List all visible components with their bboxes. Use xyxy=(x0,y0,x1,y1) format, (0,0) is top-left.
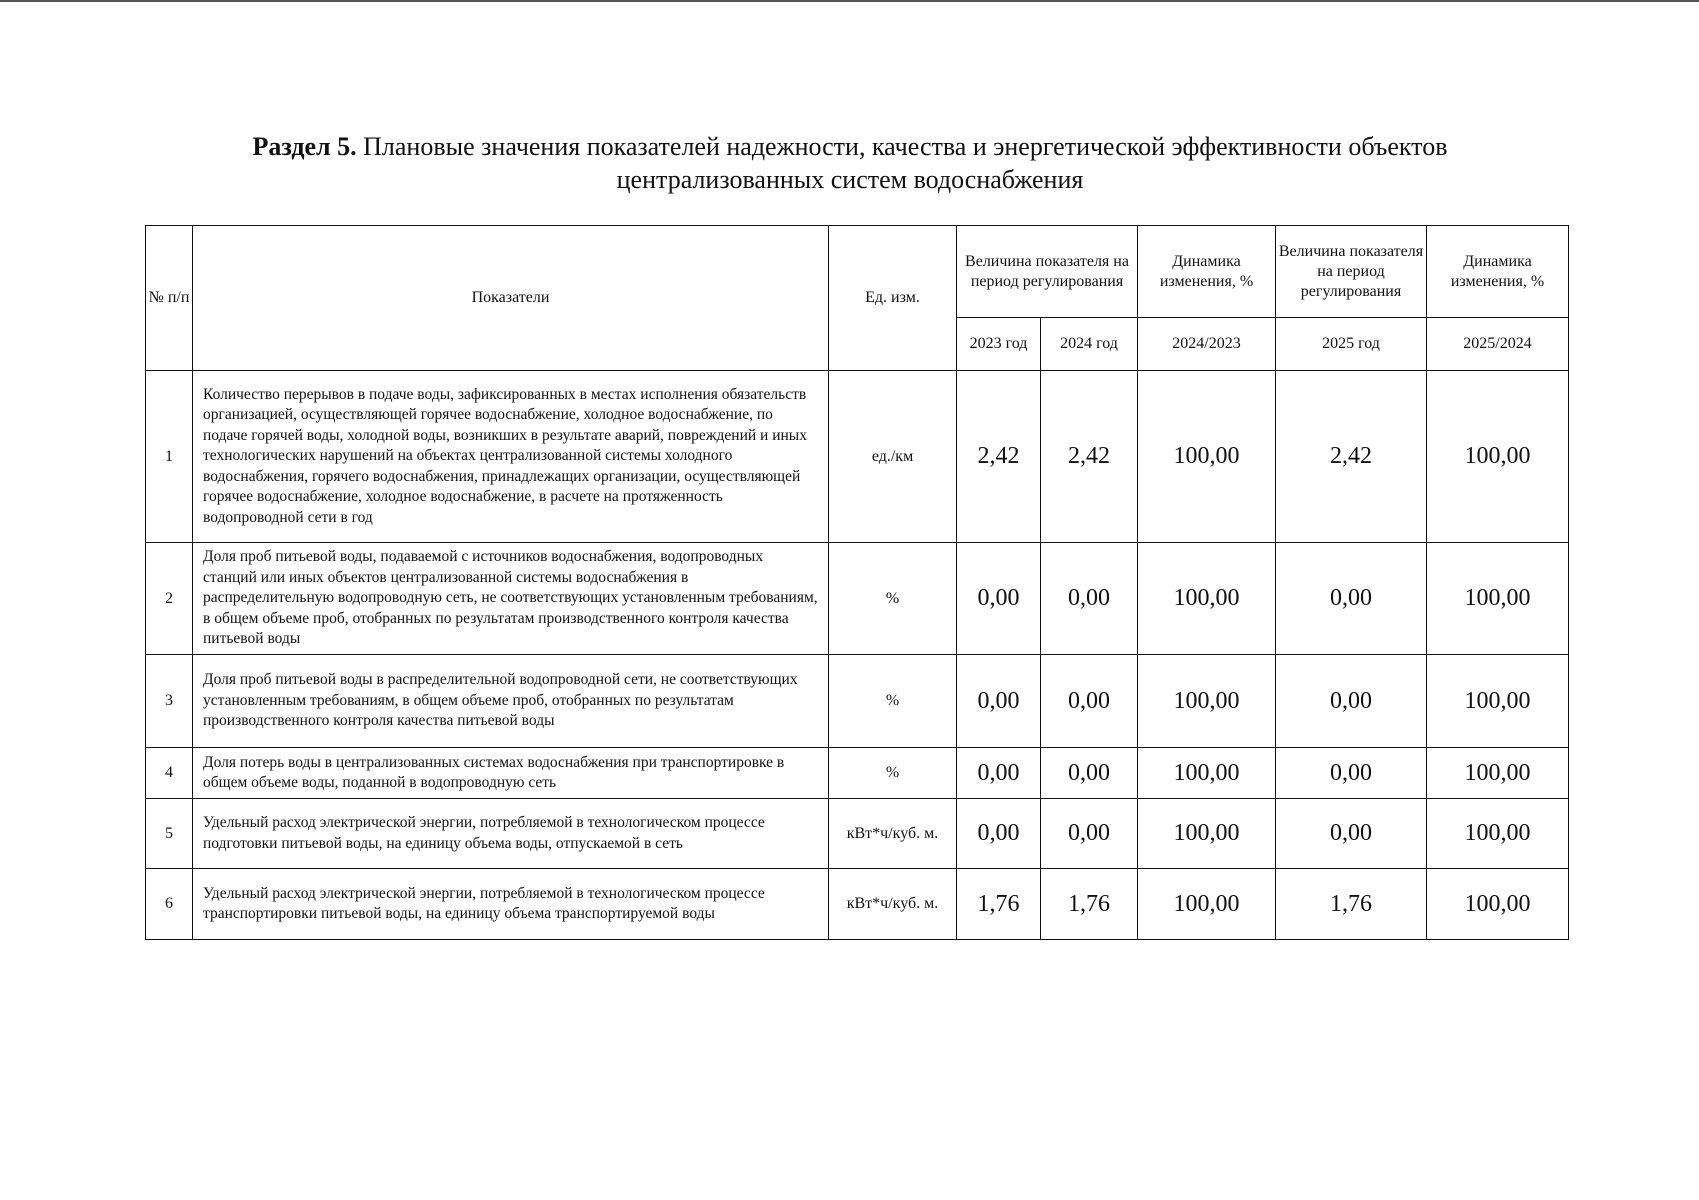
dynamics-2025-2024: 100,00 xyxy=(1427,869,1569,940)
header-row-1 xyxy=(146,226,1569,318)
title-line-1: Плановые значения показателей надежности, качества и энергетической эффективности объектов xyxy=(363,132,1448,161)
row-number: 1 xyxy=(146,371,193,543)
value-2024: 2,42 xyxy=(1041,371,1138,543)
dynamics-2024-2023: 100,00 xyxy=(1138,748,1276,799)
value-2024: 1,76 xyxy=(1041,869,1138,940)
value-2023: 2,42 xyxy=(957,371,1041,543)
header-indicator: Показатели xyxy=(193,226,829,371)
table-row xyxy=(146,371,1569,543)
value-2025: 0,00 xyxy=(1276,799,1427,869)
value-2023: 1,76 xyxy=(957,869,1041,940)
dynamics-2025-2024: 100,00 xyxy=(1427,371,1569,543)
header-dynamics-2: Динамика изменения, % xyxy=(1427,226,1569,318)
indicator-text: Удельный расход электрической энергии, потребляемой в технологическом процессе подготовки питьевой воды, на единицу объема воды, отпускаемой в сеть xyxy=(193,799,829,869)
indicator-text: Доля проб питьевой воды в распределительной водопроводной сети, не соответствующих установленным требованиям, в общем объеме проб, отобранных по результатам производственного контроля качества питьевой воды xyxy=(193,655,829,748)
value-2023: 0,00 xyxy=(957,655,1041,748)
value-2023: 0,00 xyxy=(957,748,1041,799)
indicator-text: Доля проб питьевой воды, подаваемой с источников водоснабжения, водопроводных станций или иных объектов централизованной системы водоснабжения в распределительную водопроводную сеть, не соответствующих установленным требованиям, в общем объеме проб, отобранных по результатам производственного контроля качества питьевой воды xyxy=(193,543,829,655)
value-2024: 0,00 xyxy=(1041,799,1138,869)
header-dynamics-1: Динамика изменения, % xyxy=(1138,226,1276,318)
unit-cell: % xyxy=(829,543,957,655)
header-year-2024: 2024 год xyxy=(1041,318,1138,371)
dynamics-2024-2023: 100,00 xyxy=(1138,371,1276,543)
indicators-table xyxy=(145,225,1569,940)
unit-cell: % xyxy=(829,748,957,799)
header-year-2025: 2025 год xyxy=(1276,318,1427,371)
table-row xyxy=(146,655,1569,748)
value-2025: 1,76 xyxy=(1276,869,1427,940)
top-scan-edge xyxy=(0,0,1699,2)
value-2023: 0,00 xyxy=(957,799,1041,869)
row-number: 3 xyxy=(146,655,193,748)
indicator-text: Доля потерь воды в централизованных системах водоснабжения при транспортировке в общем объеме воды, поданной в водопроводную сеть xyxy=(193,748,829,799)
table-row xyxy=(146,543,1569,655)
dynamics-2024-2023: 100,00 xyxy=(1138,655,1276,748)
unit-cell: ед./км xyxy=(829,371,957,543)
value-2024: 0,00 xyxy=(1041,655,1138,748)
dynamics-2024-2023: 100,00 xyxy=(1138,799,1276,869)
unit-cell: кВт*ч/куб. м. xyxy=(829,869,957,940)
header-year-2023: 2023 год xyxy=(957,318,1041,371)
row-number: 4 xyxy=(146,748,193,799)
value-2024: 0,00 xyxy=(1041,543,1138,655)
title-line-2: централизованных систем водоснабжения xyxy=(616,165,1084,194)
header-value-period-2: Величина показателя на период регулирования xyxy=(1276,226,1427,318)
table-row xyxy=(146,748,1569,799)
value-2025: 0,00 xyxy=(1276,543,1427,655)
header-ratio-1: 2024/2023 xyxy=(1138,318,1276,371)
page-title xyxy=(150,130,1550,196)
dynamics-2025-2024: 100,00 xyxy=(1427,799,1569,869)
row-number: 6 xyxy=(146,869,193,940)
unit-cell: % xyxy=(829,655,957,748)
unit-cell: кВт*ч/куб. м. xyxy=(829,799,957,869)
value-2025: 0,00 xyxy=(1276,655,1427,748)
header-unit: Ед. изм. xyxy=(829,226,957,371)
value-2025: 2,42 xyxy=(1276,371,1427,543)
section-label: Раздел 5. xyxy=(252,132,357,161)
dynamics-2024-2023: 100,00 xyxy=(1138,543,1276,655)
dynamics-2025-2024: 100,00 xyxy=(1427,748,1569,799)
value-2023: 0,00 xyxy=(957,543,1041,655)
table-row xyxy=(146,799,1569,869)
dynamics-2025-2024: 100,00 xyxy=(1427,543,1569,655)
header-value-period-1: Величина показателя на период регулирования xyxy=(957,226,1138,318)
table-row xyxy=(146,869,1569,940)
dynamics-2025-2024: 100,00 xyxy=(1427,655,1569,748)
value-2025: 0,00 xyxy=(1276,748,1427,799)
indicator-text: Удельный расход электрической энергии, потребляемой в технологическом процессе транспортировки питьевой воды, на единицу объема транспортируемой воды xyxy=(193,869,829,940)
indicator-text: Количество перерывов в подаче воды, зафиксированных в местах исполнения обязательств организацией, осуществляющей горячее водоснабжение, холодное водоснабжение, по подаче горячей воды, холодной воды, возникших в результате аварий, повреждений и иных технологических нарушений на объектах централизованной системы холодного водоснабжения, горячего водоснабжения, принадлежащих организации, осуществляющей горячее водоснабжение, холодное водоснабжение, в расчете на протяженность водопроводной сети в год xyxy=(193,371,829,543)
row-number: 2 xyxy=(146,543,193,655)
dynamics-2024-2023: 100,00 xyxy=(1138,869,1276,940)
header-num: № п/п xyxy=(146,226,193,371)
value-2024: 0,00 xyxy=(1041,748,1138,799)
row-number: 5 xyxy=(146,799,193,869)
header-ratio-2: 2025/2024 xyxy=(1427,318,1569,371)
